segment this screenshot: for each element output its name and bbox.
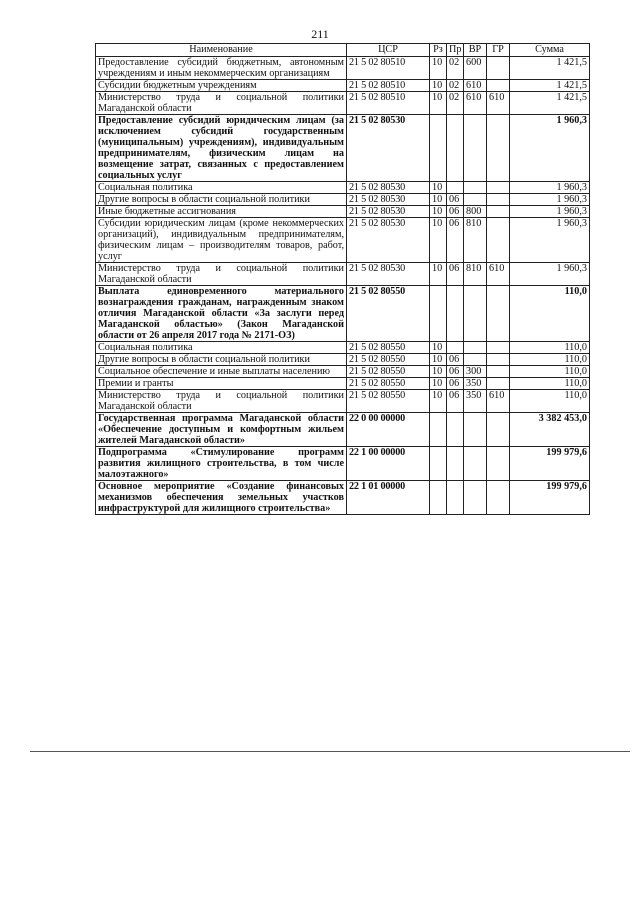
cell-name: Премии и гранты bbox=[96, 378, 347, 390]
cell-sum: 110,0 bbox=[510, 378, 590, 390]
cell-rz: 10 bbox=[430, 342, 447, 354]
cell-gr bbox=[487, 481, 510, 515]
cell-rz: 10 bbox=[430, 378, 447, 390]
cell-pr: 06 bbox=[447, 366, 464, 378]
cell-sum: 1 960,3 bbox=[510, 206, 590, 218]
table-row bbox=[96, 263, 590, 286]
cell-gr bbox=[487, 447, 510, 481]
cell-name: Подпрограмма «Стимулирование программ развития жилищного строительства, в том числе малоэтажного» bbox=[96, 447, 347, 481]
cell-pr: 02 bbox=[447, 92, 464, 115]
cell-rz bbox=[430, 115, 447, 182]
cell-gr: 610 bbox=[487, 263, 510, 286]
cell-pr bbox=[447, 413, 464, 447]
cell-name: Выплата единовременного материального вознаграждения гражданам, награжденным знаком отличия Магаданской области «За заслуги перед Магаданской областью» (Закон Магаданской области от 26 апреля 2017 года № 2171-ОЗ) bbox=[96, 286, 347, 342]
cell-rz: 10 bbox=[430, 218, 447, 263]
table-row bbox=[96, 286, 590, 342]
page-number: 211 bbox=[311, 27, 329, 41]
cell-name: Министерство труда и социальной политики Магаданской области bbox=[96, 92, 347, 115]
cell-vr: 300 bbox=[464, 366, 487, 378]
cell-sum: 110,0 bbox=[510, 286, 590, 342]
table-row bbox=[96, 80, 590, 92]
cell-sum: 1 960,3 bbox=[510, 115, 590, 182]
cell-gr bbox=[487, 286, 510, 342]
table-row bbox=[96, 57, 590, 80]
cell-sum: 1 960,3 bbox=[510, 263, 590, 286]
table-row bbox=[96, 92, 590, 115]
header-name: Наименование bbox=[96, 44, 347, 57]
cell-pr bbox=[447, 286, 464, 342]
cell-csr: 21 5 02 80550 bbox=[347, 390, 430, 413]
cell-gr bbox=[487, 354, 510, 366]
cell-name: Субсидии юридическим лицам (кроме некоммерческих организаций), индивидуальным предпринимателям, физическим лицам – производителям товаров, работ, услуг bbox=[96, 218, 347, 263]
cell-csr: 21 5 02 80510 bbox=[347, 57, 430, 80]
cell-csr: 21 5 02 80530 bbox=[347, 218, 430, 263]
cell-csr: 21 5 02 80550 bbox=[347, 354, 430, 366]
cell-pr: 06 bbox=[447, 390, 464, 413]
budget-table bbox=[95, 43, 590, 515]
footer-divider bbox=[30, 751, 630, 752]
cell-rz bbox=[430, 286, 447, 342]
header-gr: ГР bbox=[487, 44, 510, 57]
cell-pr: 06 bbox=[447, 263, 464, 286]
cell-vr bbox=[464, 182, 487, 194]
cell-rz: 10 bbox=[430, 366, 447, 378]
table-row bbox=[96, 354, 590, 366]
table-row bbox=[96, 115, 590, 182]
cell-gr bbox=[487, 206, 510, 218]
cell-gr: 610 bbox=[487, 92, 510, 115]
cell-name: Министерство труда и социальной политики Магаданской области bbox=[96, 263, 347, 286]
cell-rz: 10 bbox=[430, 182, 447, 194]
cell-rz: 10 bbox=[430, 80, 447, 92]
cell-csr: 21 5 02 80510 bbox=[347, 80, 430, 92]
table-row bbox=[96, 342, 590, 354]
cell-gr bbox=[487, 366, 510, 378]
cell-sum: 3 382 453,0 bbox=[510, 413, 590, 447]
table-body bbox=[96, 57, 590, 515]
cell-pr: 02 bbox=[447, 80, 464, 92]
table-row bbox=[96, 413, 590, 447]
cell-sum: 199 979,6 bbox=[510, 447, 590, 481]
cell-pr: 02 bbox=[447, 57, 464, 80]
cell-sum: 199 979,6 bbox=[510, 481, 590, 515]
cell-gr bbox=[487, 378, 510, 390]
cell-vr bbox=[464, 286, 487, 342]
cell-csr: 21 5 02 80530 bbox=[347, 206, 430, 218]
header-rz: Рз bbox=[430, 44, 447, 57]
cell-vr bbox=[464, 115, 487, 182]
cell-gr bbox=[487, 57, 510, 80]
cell-csr: 21 5 02 80530 bbox=[347, 194, 430, 206]
cell-gr bbox=[487, 342, 510, 354]
cell-pr: 06 bbox=[447, 218, 464, 263]
table-row bbox=[96, 378, 590, 390]
cell-vr bbox=[464, 194, 487, 206]
cell-pr bbox=[447, 342, 464, 354]
table-header-row bbox=[96, 44, 590, 57]
cell-sum: 110,0 bbox=[510, 366, 590, 378]
cell-sum: 1 421,5 bbox=[510, 92, 590, 115]
cell-name: Социальная политика bbox=[96, 182, 347, 194]
cell-csr: 21 5 02 80550 bbox=[347, 366, 430, 378]
cell-vr: 800 bbox=[464, 206, 487, 218]
cell-pr bbox=[447, 481, 464, 515]
cell-rz bbox=[430, 481, 447, 515]
cell-sum: 1 960,3 bbox=[510, 218, 590, 263]
cell-pr: 06 bbox=[447, 206, 464, 218]
cell-rz: 10 bbox=[430, 206, 447, 218]
cell-rz bbox=[430, 413, 447, 447]
cell-sum: 1 960,3 bbox=[510, 194, 590, 206]
cell-sum: 110,0 bbox=[510, 390, 590, 413]
header-csr: ЦСР bbox=[347, 44, 430, 57]
cell-csr: 22 0 00 00000 bbox=[347, 413, 430, 447]
table-row bbox=[96, 182, 590, 194]
cell-name: Предоставление субсидий юридическим лицам (за исключением субсидий государственным (муниципальным) учреждениям), индивидуальным предпринимателям, физическим лицам на возмещение затрат, связанных с предоставлением социальных услуг bbox=[96, 115, 347, 182]
cell-csr: 22 1 00 00000 bbox=[347, 447, 430, 481]
cell-pr bbox=[447, 115, 464, 182]
cell-csr: 21 5 02 80530 bbox=[347, 263, 430, 286]
table-row bbox=[96, 206, 590, 218]
cell-vr: 350 bbox=[464, 378, 487, 390]
cell-vr bbox=[464, 447, 487, 481]
header-vr: ВР bbox=[464, 44, 487, 57]
cell-pr bbox=[447, 182, 464, 194]
header-sum: Сумма bbox=[510, 44, 590, 57]
table-row bbox=[96, 366, 590, 378]
cell-gr bbox=[487, 218, 510, 263]
cell-rz: 10 bbox=[430, 354, 447, 366]
cell-vr bbox=[464, 354, 487, 366]
cell-sum: 110,0 bbox=[510, 354, 590, 366]
table-row bbox=[96, 194, 590, 206]
cell-gr bbox=[487, 194, 510, 206]
cell-rz: 10 bbox=[430, 92, 447, 115]
cell-vr: 610 bbox=[464, 92, 487, 115]
cell-name: Министерство труда и социальной политики Магаданской области bbox=[96, 390, 347, 413]
header-pr: Пр bbox=[447, 44, 464, 57]
cell-name: Социальное обеспечение и иные выплаты населению bbox=[96, 366, 347, 378]
cell-rz bbox=[430, 447, 447, 481]
cell-pr: 06 bbox=[447, 378, 464, 390]
cell-name: Другие вопросы в области социальной политики bbox=[96, 194, 347, 206]
cell-vr: 810 bbox=[464, 263, 487, 286]
cell-name: Социальная политика bbox=[96, 342, 347, 354]
cell-vr: 610 bbox=[464, 80, 487, 92]
cell-csr: 21 5 02 80510 bbox=[347, 92, 430, 115]
cell-gr bbox=[487, 182, 510, 194]
cell-vr: 350 bbox=[464, 390, 487, 413]
cell-pr: 06 bbox=[447, 194, 464, 206]
table-row bbox=[96, 481, 590, 515]
cell-gr bbox=[487, 80, 510, 92]
cell-rz: 10 bbox=[430, 263, 447, 286]
cell-vr: 810 bbox=[464, 218, 487, 263]
cell-csr: 21 5 02 80530 bbox=[347, 115, 430, 182]
cell-name: Предоставление субсидий бюджетным, автономным учреждениям и иным некоммерческим организациям bbox=[96, 57, 347, 80]
cell-pr bbox=[447, 447, 464, 481]
cell-gr bbox=[487, 115, 510, 182]
cell-vr: 600 bbox=[464, 57, 487, 80]
table-row bbox=[96, 390, 590, 413]
cell-gr: 610 bbox=[487, 390, 510, 413]
cell-csr: 21 5 02 80550 bbox=[347, 378, 430, 390]
cell-csr: 22 1 01 00000 bbox=[347, 481, 430, 515]
cell-sum: 110,0 bbox=[510, 342, 590, 354]
cell-name: Другие вопросы в области социальной политики bbox=[96, 354, 347, 366]
cell-csr: 21 5 02 80530 bbox=[347, 182, 430, 194]
cell-sum: 1 421,5 bbox=[510, 80, 590, 92]
cell-vr bbox=[464, 481, 487, 515]
cell-vr bbox=[464, 342, 487, 354]
cell-pr: 06 bbox=[447, 354, 464, 366]
cell-rz: 10 bbox=[430, 57, 447, 80]
cell-name: Иные бюджетные ассигнования bbox=[96, 206, 347, 218]
cell-name: Государственная программа Магаданской области «Обеспечение доступным и комфортным жильем жителей Магаданской области» bbox=[96, 413, 347, 447]
table-row bbox=[96, 218, 590, 263]
cell-rz: 10 bbox=[430, 194, 447, 206]
cell-csr: 21 5 02 80550 bbox=[347, 342, 430, 354]
cell-sum: 1 421,5 bbox=[510, 57, 590, 80]
cell-csr: 21 5 02 80550 bbox=[347, 286, 430, 342]
cell-vr bbox=[464, 413, 487, 447]
cell-name: Основное мероприятие «Создание финансовых механизмов обеспечения земельных участков инфраструктурой для жилищного строительства» bbox=[96, 481, 347, 515]
cell-gr bbox=[487, 413, 510, 447]
cell-name: Субсидии бюджетным учреждениям bbox=[96, 80, 347, 92]
table-row bbox=[96, 447, 590, 481]
cell-sum: 1 960,3 bbox=[510, 182, 590, 194]
cell-rz: 10 bbox=[430, 390, 447, 413]
